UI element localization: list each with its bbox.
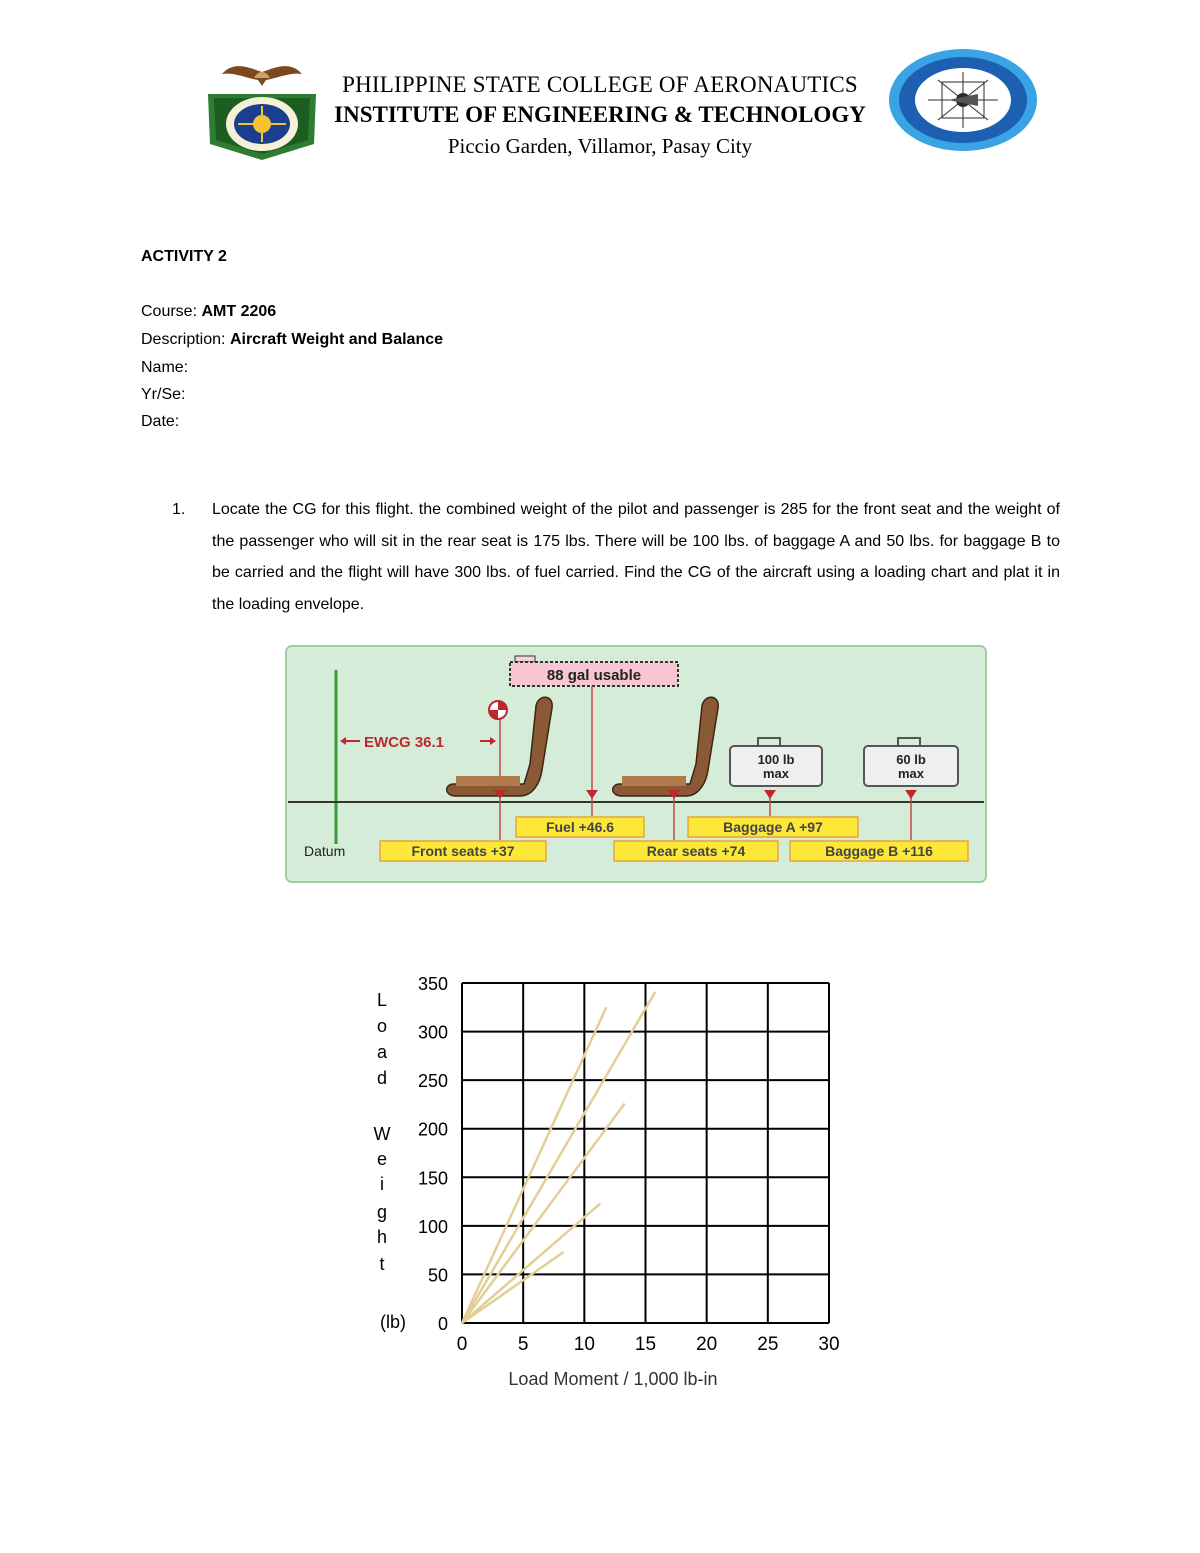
question-text: Locate the CG for this flight. the combined weight of the pilot and passenger is 285 for the front seat and the weight of the passenger who will sit in the rear seat is 175 lbs. There will be 100 lbs. of baggage A and 50 lbs. for baggage B to be carried and the flight will have 300 lbs. of fuel carried. Find the CG of the aircraft using a loading chart and plat it in the loading envelope. (212, 501, 1060, 613)
ewcg-label: EWCG 36.1 (364, 734, 445, 751)
y-axis-label-letter: e (376, 1149, 388, 1169)
y-axis-label-letter: a (376, 1042, 388, 1062)
y-tick-label: 0 (437, 1314, 448, 1334)
course-value: AMT 2206 (201, 303, 277, 320)
y-axis-label-letter: W (373, 1124, 391, 1144)
college-header (0, 70, 1200, 162)
x-tick-label: 10 (573, 1334, 595, 1355)
date-label: Date: (141, 413, 180, 430)
y-tick-label: 200 (417, 1119, 448, 1140)
x-tick-label: 30 (818, 1334, 840, 1355)
y-axis-label-letter: L (376, 990, 388, 1010)
front-seats-arm-label: Front seats +37 (411, 843, 515, 859)
baggage-b-arm-label: Baggage B +116 (825, 843, 933, 859)
y-axis-label-letter: g (376, 1202, 388, 1222)
y-axis-label-letter: h (376, 1227, 388, 1247)
course-line (141, 303, 276, 321)
fuel-tank-label: 88 gal usable (546, 667, 642, 684)
baggage-b-box (864, 738, 958, 786)
y-axis-label-letter: o (376, 1016, 388, 1036)
y-tick-label: 50 (427, 1265, 448, 1286)
aircraft-loading-diagram (284, 644, 988, 886)
x-tick-label: 25 (757, 1334, 779, 1355)
college-name: PHILIPPINE STATE COLLEGE OF AERONAUTICS (342, 72, 858, 97)
y-tick-label: 250 (417, 1071, 448, 1092)
baggage-b-max-weight: 60 lb (896, 752, 926, 767)
baggage-a-box (730, 738, 822, 786)
x-tick-label: 5 (517, 1334, 529, 1355)
y-tick-label: 350 (417, 974, 448, 994)
college-address: Piccio Garden, Villamor, Pasay City (447, 134, 753, 158)
x-axis-label: Load Moment / 1,000 lb-in (508, 1369, 718, 1389)
y-axis-unit-label: (lb) (380, 1312, 406, 1332)
baggage-a-max-word: max (762, 766, 790, 781)
datum-label: Datum (304, 843, 346, 859)
rear-seats-arm-label: Rear seats +74 (646, 843, 746, 859)
y-axis-label-letter: t (379, 1254, 385, 1274)
baggage-a-max-weight: 100 lb (757, 752, 795, 767)
name-label: Name: (141, 359, 189, 376)
question-number: 1. (172, 501, 186, 518)
loading-chart (360, 970, 840, 1400)
x-tick-label: 0 (456, 1334, 468, 1355)
baggage-a-arm-label: Baggage A +97 (723, 819, 823, 835)
yrse-label: Yr/Se: (141, 386, 186, 403)
course-label: Course: (141, 303, 198, 320)
institute-name: INSTITUTE OF ENGINEERING & TECHNOLOGY (334, 102, 866, 127)
y-tick-label: 150 (417, 1168, 448, 1189)
y-axis-label-letter: i (380, 1174, 384, 1194)
chart-series-line (462, 1103, 625, 1323)
baggage-b-max-word: max (897, 766, 925, 781)
y-tick-label: 100 (417, 1216, 448, 1237)
fuel-arm-label: Fuel +46.6 (545, 819, 615, 835)
description-value: Aircraft Weight and Balance (229, 331, 444, 348)
activity-title: ACTIVITY 2 (141, 248, 227, 265)
chart-series-line (462, 1204, 600, 1323)
description-line (141, 331, 443, 349)
y-tick-label: 300 (417, 1022, 448, 1043)
x-tick-label: 15 (634, 1334, 657, 1355)
chart-series-line (462, 992, 655, 1323)
description-label: Description: (141, 331, 226, 348)
y-axis-label-letter: d (376, 1068, 388, 1088)
x-tick-label: 20 (696, 1334, 718, 1355)
